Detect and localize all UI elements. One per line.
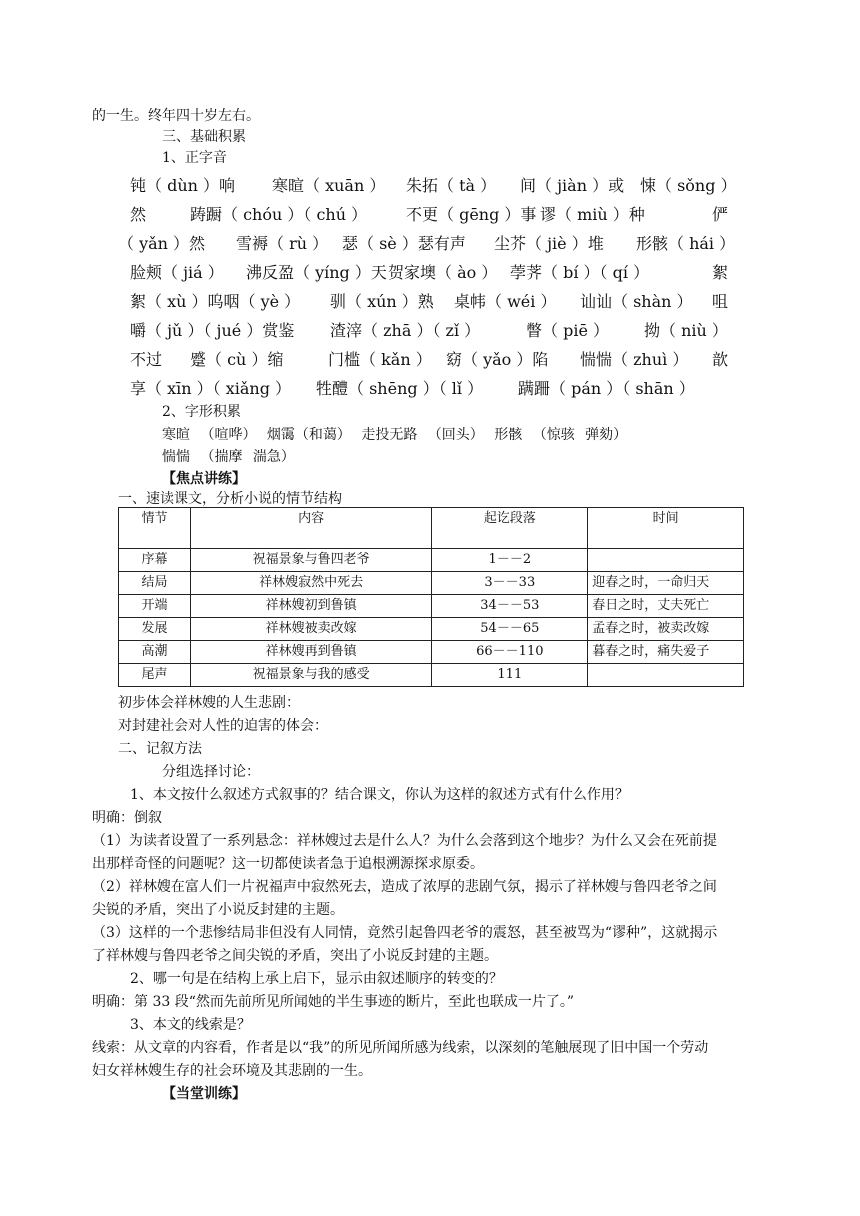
table-row: [119, 549, 744, 572]
pinyin-item: 歆: [712, 350, 729, 369]
table-cell: [588, 549, 744, 572]
table-cell: 祥林嫂被卖改嫁: [190, 618, 432, 641]
table-row: [119, 595, 744, 618]
table-row: [119, 641, 744, 664]
table-cell: 序幕: [119, 549, 191, 572]
body-line: 了祥林嫂与鲁四老爷之间尖锐的矛盾，突出了小说反封建的主题。: [92, 948, 498, 964]
pinyin-item: 然: [130, 205, 147, 224]
pinyin-item: 寒暄（ xuān ）: [272, 176, 386, 195]
pinyin-row: [130, 319, 730, 343]
table-row: [119, 572, 744, 595]
pinyin-item: 嚼（ jǔ ）（ jué ）赏鉴: [130, 321, 295, 340]
glyph-line: 寒暄 （喧哗） 烟霭（和蔼） 走投无路 （回头） 形骸 （惊骇 弹劾）: [162, 427, 628, 443]
pinyin-item: 瑟（ sè ）瑟有声: [342, 234, 466, 253]
pinyin-item: （ yǎn ）然: [118, 234, 206, 253]
question: 3、本文的线索是？: [130, 1017, 251, 1033]
body-line: 尖锐的矛盾，突出了小说反封建的主题。: [92, 902, 344, 918]
pinyin-row: [130, 261, 730, 285]
table-cell: 111: [432, 664, 588, 687]
pinyin-item: 形骸（ hái ）: [636, 234, 736, 253]
body-line: 初步体会祥林嫂的人生悲剧：: [118, 695, 300, 711]
table-cell: 祝福景象与鲁四老爷: [190, 549, 432, 572]
table-cell: 祝福景象与我的感受: [190, 664, 432, 687]
pinyin-item: 荸荠（ bí ）（ qí ）: [510, 263, 650, 282]
table-cell: 祥林嫂初到鲁镇: [190, 595, 432, 618]
glyph-line: 惴惴 （揣摩 湍急）: [162, 449, 295, 465]
table-cell: [588, 664, 744, 687]
pinyin-item: 间（ jiàn ）或: [520, 176, 625, 195]
practice-heading: 【当堂训练】: [162, 1086, 246, 1102]
pinyin-item: 俨: [712, 205, 729, 224]
table-cell: 66－－110: [432, 641, 588, 664]
pinyin-item: 蹙（ cù ）缩: [190, 350, 284, 369]
pinyin-item: 悚（ sǒng ）: [640, 176, 737, 195]
pinyin-item: 雪褥（ rù ）: [236, 234, 329, 253]
table-cell: 春日之时，丈夫死亡: [588, 595, 744, 618]
pinyin-item: 不过: [130, 350, 163, 369]
table-header-cell: 内容: [190, 508, 432, 549]
answer: 明确：第 33 段“然而先前所见所闻她的半生事迹的断片，至此也联成一片了。”: [92, 994, 575, 1010]
pinyin-item: 牲醴（ shēng ）（ lǐ ）: [316, 379, 484, 398]
section-heading: 二、记叙方法: [118, 741, 202, 757]
table-header-cell: 情节: [119, 508, 191, 549]
table-cell: 高潮: [119, 641, 191, 664]
pinyin-item: 拗（ niù ）: [644, 321, 728, 340]
pinyin-row: [130, 377, 730, 401]
plot-structure-table: [118, 507, 744, 687]
pinyin-item: 不更（ gēng ）事: [406, 205, 537, 224]
table-cell: 结局: [119, 572, 191, 595]
pinyin-item: 尘芥（ jiè ）堆: [494, 234, 604, 253]
pinyin-item: 桌帏（ wéi ）: [454, 292, 557, 311]
body-line: （2）祥林嫂在富人们一片祝福声中寂然死去，造成了浓厚的悲剧气氛，揭示了祥林嫂与鲁四老爷之间: [92, 879, 717, 895]
pinyin-item: 讪讪（ shàn ）: [580, 292, 693, 311]
table-cell: 迎春之时，一命归天: [588, 572, 744, 595]
answer: 线索：从文章的内容看，作者是以“我”的所见所闻所感为线索，以深刻的笔触展现了旧中国一个劳动: [92, 1040, 709, 1056]
table-cell: 祥林嫂再到鲁镇: [190, 641, 432, 664]
table-cell: 开端: [119, 595, 191, 618]
table-cell: 54－－65: [432, 618, 588, 641]
pinyin-item: 踌蹰（ chóu ）（ chú ）: [190, 205, 368, 224]
pinyin-row: [130, 290, 730, 314]
answer: 明确：倒叙: [92, 810, 162, 826]
pinyin-item: 絮: [712, 263, 729, 282]
body-line: 分组选择讨论：: [162, 764, 260, 780]
question: 1、本文按什么叙述方式叙事的？结合课文，你认为这样的叙述方式有什么作用？: [130, 787, 629, 803]
table-cell: 34－－53: [432, 595, 588, 618]
pinyin-item: 谬（ miù ）种: [540, 205, 645, 224]
intro-line: 的一生。终年四十岁左右。: [92, 108, 260, 124]
table-row: [119, 664, 744, 687]
question-heading: 一、速读课文，分析小说的情节结构: [118, 491, 342, 507]
focus-heading: 【焦点讲练】: [162, 471, 246, 487]
table-row: [119, 618, 744, 641]
pinyin-item: 咀: [712, 292, 729, 311]
pinyin-item: 钝（ dùn ）响: [130, 176, 236, 195]
body-line: 对封建社会对人性的迫害的体会：: [118, 718, 328, 734]
table-cell: 孟春之时，被卖改嫁: [588, 618, 744, 641]
section-heading: 三、基础积累: [162, 129, 246, 145]
pinyin-item: 窈（ yǎo ）陷: [446, 350, 549, 369]
question: 2、哪一句是在结构上承上启下，显示由叙述顺序的转变的？: [130, 971, 503, 987]
pinyin-item: 絮（ xù ）呜咽（ yè ）: [130, 292, 301, 311]
pinyin-item: 朱拓（ tà ）: [406, 176, 497, 195]
table-cell: 3－－33: [432, 572, 588, 595]
table-cell: 1－－2: [432, 549, 588, 572]
table-cell: 暮春之时，痛失爱子: [588, 641, 744, 664]
subheading: 2、字形积累: [162, 404, 241, 420]
body-line: 出那样奇怪的问题呢？这一切都使读者急于追根溯源探求原委。: [92, 856, 484, 872]
pinyin-row: [130, 203, 730, 227]
pinyin-item: 惴惴（ zhuì ）: [580, 350, 689, 369]
table-cell: 发展: [119, 618, 191, 641]
pinyin-item: 驯（ xún ）熟: [330, 292, 434, 311]
table-cell: 祥林嫂寂然中死去: [190, 572, 432, 595]
pinyin-item: 贺家墺（ ào ）: [388, 263, 498, 282]
table-header-cell: 起讫段落: [432, 508, 588, 549]
pinyin-item: 渣滓（ zhā ）（ zǐ ）: [330, 321, 481, 340]
pinyin-item: 脸颊（ jiá ）: [130, 263, 224, 282]
pinyin-row: [118, 232, 736, 256]
pinyin-item: 享（ xīn ）（ xiǎng ）: [130, 379, 292, 398]
table-header-cell: 时间: [588, 508, 744, 549]
table-cell: 尾声: [119, 664, 191, 687]
pinyin-row: [130, 348, 730, 372]
pinyin-item: 门槛（ kǎn ）: [328, 350, 432, 369]
pinyin-item: 蹒跚（ pán ）（ shān ）: [518, 379, 695, 398]
table-header-row: [119, 508, 744, 549]
pinyin-item: 沸反盈（ yíng ）天: [246, 263, 387, 282]
body-line: （1）为读者设置了一系列悬念：祥林嫂过去是什么人？为什么会落到这个地步？为什么又会在死前提: [92, 833, 717, 849]
pinyin-item: 瞥（ piē ）: [526, 321, 610, 340]
body-line: （3）这样的一个悲惨结局非但没有人同情，竟然引起鲁四老爷的震怒，甚至被骂为“谬种”，这就揭示: [92, 925, 718, 941]
answer: 妇女祥林嫂生存的社会环境及其悲剧的一生。: [92, 1063, 372, 1079]
pinyin-row: [130, 174, 737, 198]
subheading: 1、正字音: [162, 150, 227, 166]
